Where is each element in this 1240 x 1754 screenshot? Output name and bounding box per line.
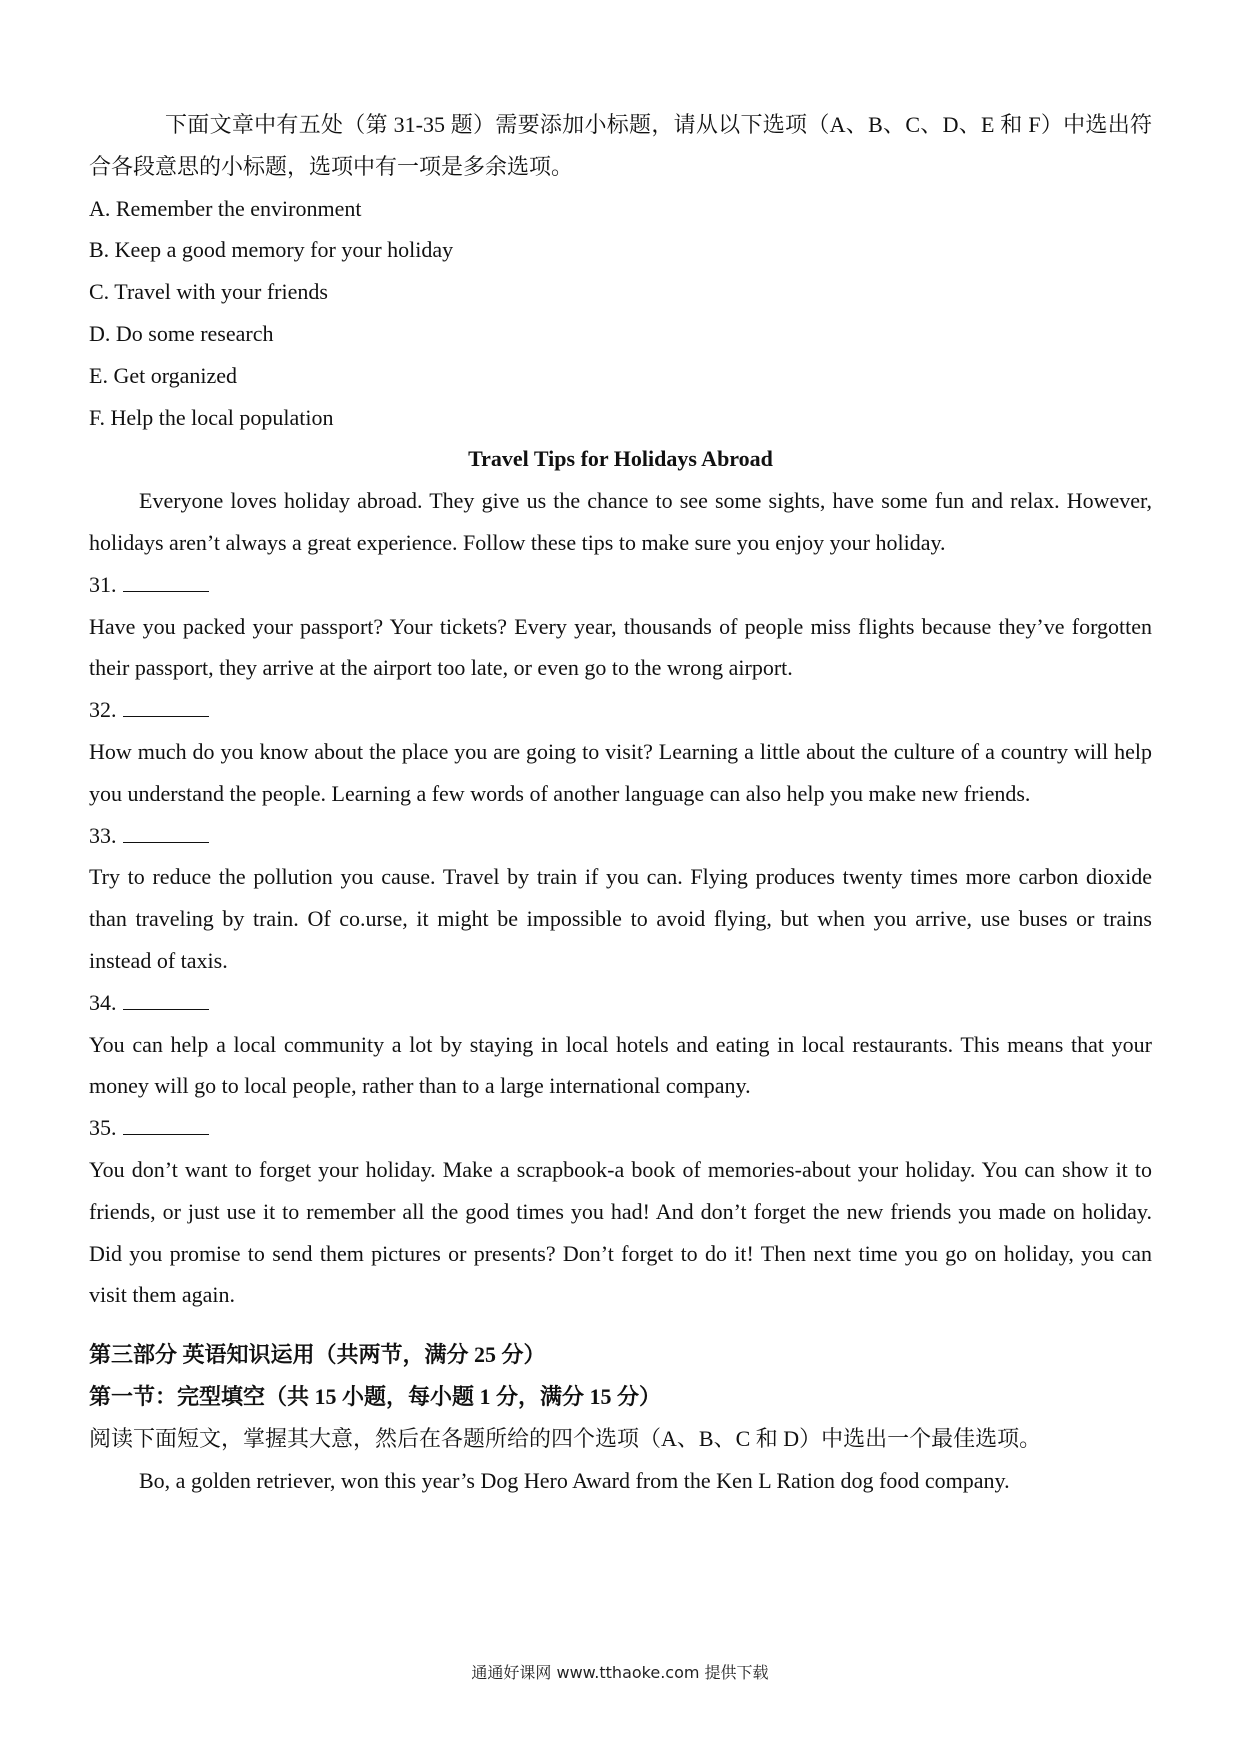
section-paragraph: You don’t want to forget your holiday. Make a scrapbook-a book of memories-about your holiday. You can show it to friends, or just use it to remember all the good times you had! And don’t forget the new friends you made on holiday. Did you promise to send them pictures or presents? Don’t forget to do it! Then next time you go on holiday, you can visit them again.: [89, 1156, 1152, 1308]
question-35: [89, 1107, 1152, 1316]
page-footer: 通通好课网 www.tthaoke.com 提供下载: [471, 1663, 769, 1682]
question-number: [89, 564, 1152, 606]
answer-blank: [123, 826, 209, 843]
question-number-text: 32.: [89, 697, 117, 723]
option-e: E. Get organized: [89, 362, 238, 388]
part-heading: 第三部分 英语知识运用（共两节，满分 25 分）: [89, 1342, 546, 1368]
option-b: B. Keep a good memory for your holiday: [89, 237, 454, 263]
question-32: [89, 689, 1152, 814]
section-paragraph: You can help a local community a lot by staying in local hotels and eating in local restaurants. This means that your money will go to local people, rather than to a large international company.: [89, 1031, 1152, 1099]
page-content: [89, 104, 1152, 1501]
article-title: Travel Tips for Holidays Abroad: [468, 446, 773, 472]
question-number: [89, 815, 1152, 857]
question-34: [89, 982, 1152, 1107]
question-number: [89, 1107, 1152, 1149]
section-instructions: 阅读下面短文，掌握其大意，然后在各题所给的四个选项（A、B、C 和 D）中选出一个最佳选项。: [89, 1425, 1042, 1451]
question-number: [89, 982, 1152, 1024]
article-intro: Everyone loves holiday abroad. They give us the chance to see some sights, have some fun and relax. However, holidays aren’t always a great experience. Follow these tips to make sure you enjoy your holiday.: [89, 488, 1152, 555]
answer-blank: [123, 575, 209, 592]
answer-blank: [123, 700, 209, 717]
section-paragraph: Try to reduce the pollution you cause. Travel by train if you can. Flying produces twenty times more carbon dioxide than traveling by train. Of co.urse, it might be impossible to avoid flying, but when you arrive, use buses or trains instead of taxis.: [89, 864, 1152, 973]
option-f: F. Help the local population: [89, 404, 334, 430]
answer-blank: [123, 1118, 209, 1135]
question-31: [89, 564, 1152, 689]
question-number-text: 34.: [89, 989, 117, 1015]
answer-blank: [123, 993, 209, 1010]
option-a: A. Remember the environment: [89, 195, 362, 221]
option-d: D. Do some research: [89, 320, 274, 346]
section-paragraph: How much do you know about the place you are going to visit? Learning a little about the culture of a country will help you understand the people. Learning a few words of another language can also help you make new friends.: [89, 738, 1152, 806]
question-number-text: 35.: [89, 1115, 117, 1141]
section-heading: 第一节：完型填空（共 15 小题，每小题 1 分，满分 15 分）: [89, 1383, 662, 1409]
question-33: [89, 815, 1152, 982]
passage-start: Bo, a golden retriever, won this year’s Dog Hero Award from the Ken L Ration dog food company.: [139, 1467, 1010, 1493]
question-number: [89, 689, 1152, 731]
option-c: C. Travel with your friends: [89, 279, 328, 305]
spacer: [89, 1316, 1152, 1334]
option-list: [89, 188, 1152, 439]
question-number-text: 33.: [89, 822, 117, 848]
task-instructions: 下面文章中有五处（第 31-35 题）需要添加小标题，请从以下选项（A、B、C、D、E 和 F）中选出符合各段意思的小标题，选项中有一项是多余选项。: [89, 112, 1152, 179]
section-paragraph: Have you packed your passport? Your tickets? Every year, thousands of people miss flights because they’ve forgotten their passport, they arrive at the airport too late, or even go to the wrong airport.: [89, 613, 1152, 681]
question-number-text: 31.: [89, 571, 117, 597]
